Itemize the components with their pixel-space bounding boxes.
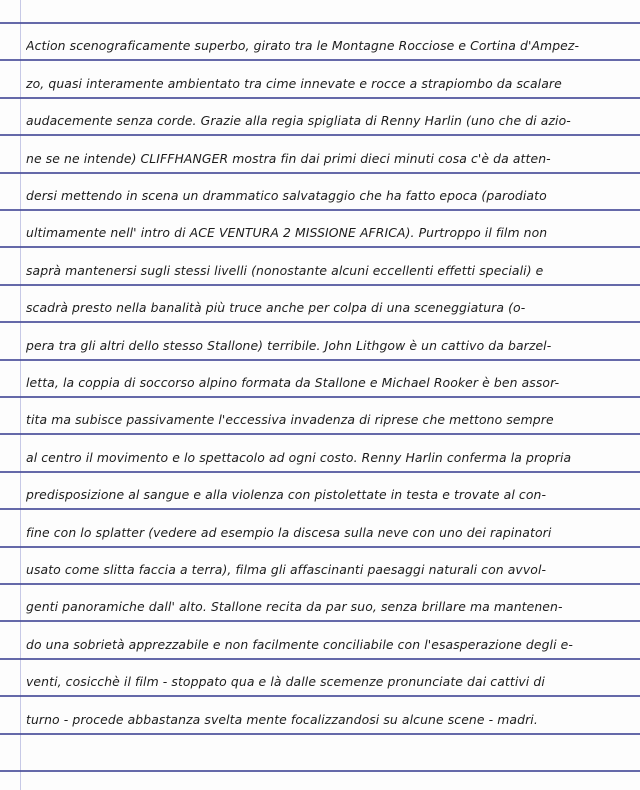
ruled-line — [0, 770, 640, 772]
text-line: scadrà presto nella banalità più truce anche per colpa di una sceneggiatura (o- — [26, 300, 526, 315]
ruled-line — [0, 546, 640, 548]
ruled-line — [0, 695, 640, 697]
ruled-line — [0, 620, 640, 622]
ruled-line — [0, 284, 640, 286]
text-line: zo, quasi interamente ambientato tra cime innevate e rocce a strapiombo da scalare — [26, 76, 562, 91]
ruled-line — [0, 433, 640, 435]
ruled-line — [0, 22, 640, 24]
text-line: tita ma subisce passivamente l'eccessiva invadenza di riprese che mettono sempre — [26, 412, 554, 427]
text-line: venti, cosicchè il film - stoppato qua e là dalle scemenze pronunciate dai cattivi di — [26, 674, 545, 689]
ruled-line — [0, 733, 640, 735]
text-line: letta, la coppia di soccorso alpino formata da Stallone e Michael Rooker è ben assor- — [26, 375, 560, 390]
ruled-line — [0, 246, 640, 248]
text-line: al centro il movimento e lo spettacolo ad ogni costo. Renny Harlin conferma la propria — [26, 450, 572, 465]
text-line: saprà mantenersi sugli stessi livelli (nonostante alcuni eccellenti effetti speciali) e — [26, 263, 544, 278]
text-line: Action scenograficamente superbo, girato tra le Montagne Rocciose e Cortina d'Ampez- — [26, 38, 580, 53]
ruled-line — [0, 658, 640, 660]
text-line: genti panoramiche dall' alto. Stallone recita da par suo, senza brillare ma mantenen- — [26, 599, 563, 614]
margin-line — [20, 0, 21, 790]
text-line: pera tra gli altri dello stesso Stallone) terribile. John Lithgow è un cattivo da barzel- — [26, 338, 552, 353]
text-line: ultimamente nell' intro di ACE VENTURA 2 MISSIONE AFRICA). Purtroppo il film non — [26, 225, 548, 240]
ruled-line — [0, 59, 640, 61]
ruled-line — [0, 471, 640, 473]
text-line: audacemente senza corde. Grazie alla regia spigliata di Renny Harlin (uno che di azio- — [26, 113, 571, 128]
ruled-line — [0, 209, 640, 211]
text-line: turno - procede abbastanza svelta mente focalizzandosi su alcune scene - madri. — [26, 712, 538, 727]
ruled-line — [0, 359, 640, 361]
text-line: fine con lo splatter (vedere ad esempio la discesa sulla neve con uno dei rapinatori — [26, 525, 552, 540]
ruled-line — [0, 583, 640, 585]
ruled-line — [0, 508, 640, 510]
text-line: dersi mettendo in scena un drammatico salvataggio che ha fatto epoca (parodiato — [26, 188, 547, 203]
text-line: predisposizione al sangue e alla violenza con pistolettate in testa e trovate al con- — [26, 487, 547, 502]
ruled-line — [0, 97, 640, 99]
text-line: do una sobrietà apprezzabile e non facilmente conciliabile con l'esasperazione degli e- — [26, 637, 573, 652]
text-line: ne se ne intende) CLIFFHANGER mostra fin dai primi dieci minuti cosa c'è da atten- — [26, 151, 551, 166]
ruled-line — [0, 321, 640, 323]
ruled-line — [0, 134, 640, 136]
ruled-line — [0, 396, 640, 398]
text-line: usato come slitta faccia a terra), filma gli affascinanti paesaggi naturali con avvol- — [26, 562, 547, 577]
ruled-line — [0, 172, 640, 174]
